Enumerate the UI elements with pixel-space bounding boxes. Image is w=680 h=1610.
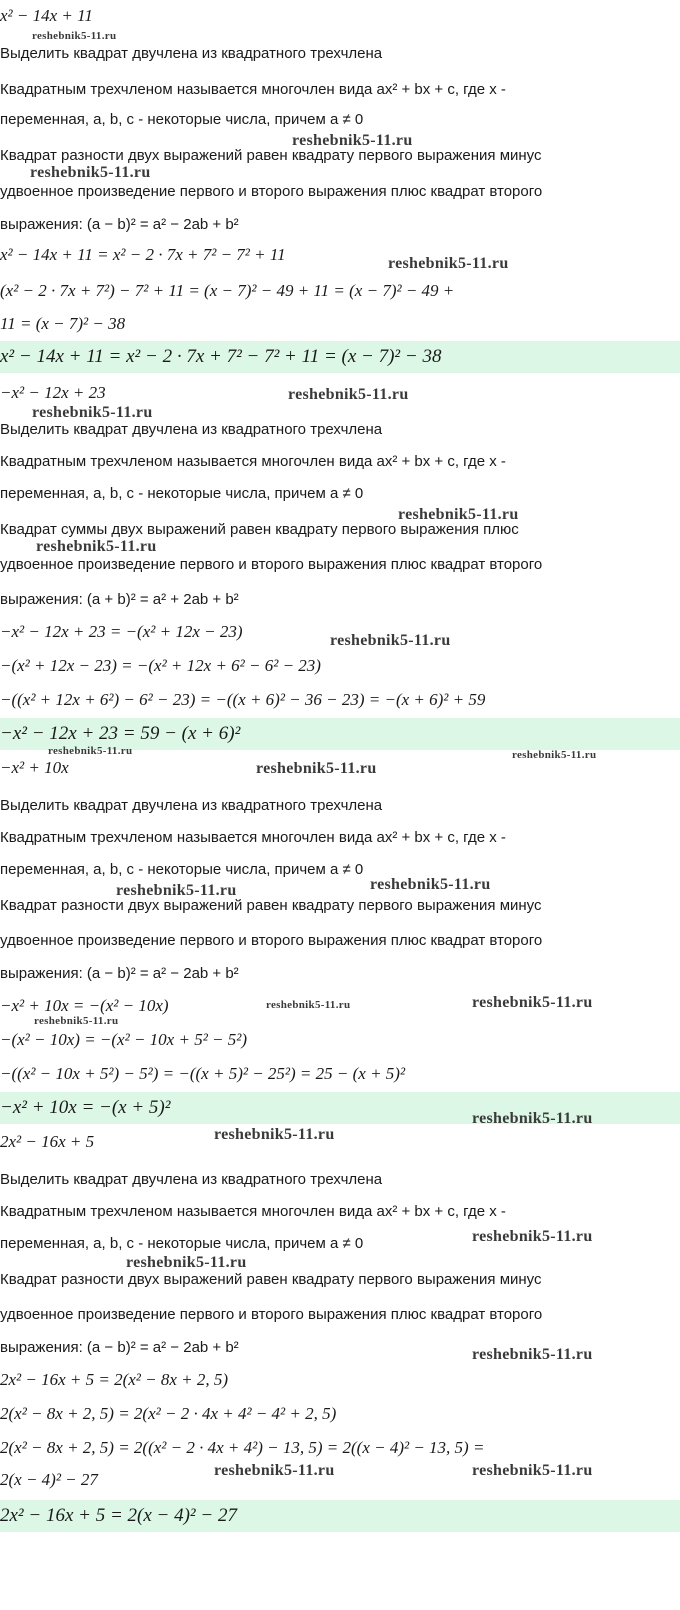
watermark: reshebnik5-11.ru bbox=[30, 164, 151, 181]
watermark: reshebnik5-11.ru bbox=[472, 994, 593, 1011]
watermark: reshebnik5-11.ru bbox=[512, 749, 597, 761]
definition-line: Квадратным трехчленом называется многочлен вида ax² + bx + c, где x - bbox=[0, 453, 506, 470]
definition-line: Квадратным трехчленом называется многочлен вида ax² + bx + c, где x - bbox=[0, 1203, 506, 1220]
watermark: reshebnik5-11.ru bbox=[34, 1015, 119, 1027]
expression-4: 2x² − 16x + 5 bbox=[0, 1132, 95, 1151]
solution-step: 2(x − 4)² − 27 bbox=[0, 1470, 98, 1489]
solution-step: −x² + 10x = −(x² − 10x) bbox=[0, 996, 169, 1015]
watermark: reshebnik5-11.ru bbox=[256, 760, 377, 777]
rule-line: выражения: (a − b)² = a² − 2ab + b² bbox=[0, 216, 239, 233]
solution-step: 2(x² − 8x + 2, 5) = 2(x² − 2 · 4x + 4² − 4² + 2, 5) bbox=[0, 1404, 337, 1423]
rule-line: выражения: (a − b)² = a² − 2ab + b² bbox=[0, 1339, 239, 1356]
solution-step: −(x² + 12x − 23) = −(x² + 12x + 6² − 6² − 23) bbox=[0, 656, 321, 675]
expression-2: −x² − 12x + 23 bbox=[0, 383, 106, 402]
rule-line: выражения: (a + b)² = a² + 2ab + b² bbox=[0, 591, 239, 608]
watermark: reshebnik5-11.ru bbox=[36, 538, 157, 555]
task-text: Выделить квадрат двучлена из квадратного трехчлена bbox=[0, 421, 383, 438]
rule-line: удвоенное произведение первого и второго выражения плюс квадрат второго bbox=[0, 183, 543, 200]
rule-line: удвоенное произведение первого и второго выражения плюс квадрат второго bbox=[0, 932, 543, 949]
solution-step: 2(x² − 8x + 2, 5) = 2((x² − 2 · 4x + 4²) − 13, 5) = 2((x − 4)² − 13, 5) = bbox=[0, 1438, 485, 1457]
answer-4: 2x² − 16x + 5 = 2(x − 4)² − 27 bbox=[0, 1505, 237, 1526]
watermark: reshebnik5-11.ru bbox=[266, 999, 351, 1011]
watermark: reshebnik5-11.ru bbox=[388, 255, 509, 272]
solution-step: −(x² − 10x) = −(x² − 10x + 5² − 5²) bbox=[0, 1030, 248, 1049]
rule-line: Квадрат суммы двух выражений равен квадрату первого выражения плюс bbox=[0, 521, 519, 538]
task-text: Выделить квадрат двучлена из квадратного трехчлена bbox=[0, 45, 383, 62]
answer-1: x² − 14x + 11 = x² − 2 · 7x + 7² − 7² + 11 = (x − 7)² − 38 bbox=[0, 346, 442, 367]
expression-3: −x² + 10x bbox=[0, 758, 69, 777]
solution-step: 2x² − 16x + 5 = 2(x² − 8x + 2, 5) bbox=[0, 1370, 229, 1389]
definition-line: переменная, a, b, c - некоторые числа, причем a ≠ 0 bbox=[0, 111, 364, 128]
solution-step: x² − 14x + 11 = x² − 2 · 7x + 7² − 7² + 11 bbox=[0, 245, 286, 264]
watermark: reshebnik5-11.ru bbox=[288, 386, 409, 403]
expression-1: x² − 14x + 11 bbox=[0, 6, 93, 25]
watermark: reshebnik5-11.ru bbox=[214, 1126, 335, 1143]
rule-line: выражения: (a − b)² = a² − 2ab + b² bbox=[0, 965, 239, 982]
watermark: reshebnik5-11.ru bbox=[472, 1462, 593, 1479]
watermark: reshebnik5-11.ru bbox=[116, 882, 237, 899]
task-text: Выделить квадрат двучлена из квадратного трехчлена bbox=[0, 797, 383, 814]
watermark: reshebnik5-11.ru bbox=[48, 745, 133, 757]
watermark: reshebnik5-11.ru bbox=[370, 876, 491, 893]
definition-line: переменная, a, b, c - некоторые числа, причем a ≠ 0 bbox=[0, 485, 364, 502]
watermark: reshebnik5-11.ru bbox=[292, 132, 413, 149]
watermark: reshebnik5-11.ru bbox=[472, 1228, 593, 1245]
watermark: reshebnik5-11.ru bbox=[32, 404, 153, 421]
watermark: reshebnik5-11.ru bbox=[398, 506, 519, 523]
rule-line: Квадрат разности двух выражений равен квадрату первого выражения минус bbox=[0, 897, 542, 914]
rule-line: удвоенное произведение первого и второго выражения плюс квадрат второго bbox=[0, 1306, 543, 1323]
task-text: Выделить квадрат двучлена из квадратного трехчлена bbox=[0, 1171, 383, 1188]
solution-step: −((x² + 12x + 6²) − 6² − 23) = −((x + 6)² − 36 − 23) = −(x + 6)² + 59 bbox=[0, 690, 486, 709]
rule-line: Квадрат разности двух выражений равен квадрату первого выражения минус bbox=[0, 147, 542, 164]
watermark: reshebnik5-11.ru bbox=[330, 632, 451, 649]
definition-line: Квадратным трехчленом называется многочлен вида ax² + bx + c, где x - bbox=[0, 829, 506, 846]
watermark: reshebnik5-11.ru bbox=[126, 1254, 247, 1271]
rule-line: Квадрат разности двух выражений равен квадрату первого выражения минус bbox=[0, 1271, 542, 1288]
solution-step: 11 = (x − 7)² − 38 bbox=[0, 314, 126, 333]
watermark: reshebnik5-11.ru bbox=[472, 1110, 593, 1127]
watermark: reshebnik5-11.ru bbox=[214, 1462, 335, 1479]
solution-step: −x² − 12x + 23 = −(x² + 12x − 23) bbox=[0, 622, 243, 641]
answer-2: −x² − 12x + 23 = 59 − (x + 6)² bbox=[0, 723, 241, 744]
definition-line: Квадратным трехчленом называется многочлен вида ax² + bx + c, где x - bbox=[0, 81, 506, 98]
solution-step: −((x² − 10x + 5²) − 5²) = −((x + 5)² − 25²) = 25 − (x + 5)² bbox=[0, 1064, 406, 1083]
definition-line: переменная, a, b, c - некоторые числа, причем a ≠ 0 bbox=[0, 1235, 364, 1252]
solution-step: (x² − 2 · 7x + 7²) − 7² + 11 = (x − 7)² − 49 + 11 = (x − 7)² − 49 + bbox=[0, 281, 455, 300]
definition-line: переменная, a, b, c - некоторые числа, причем a ≠ 0 bbox=[0, 861, 364, 878]
rule-line: удвоенное произведение первого и второго выражения плюс квадрат второго bbox=[0, 556, 543, 573]
answer-3: −x² + 10x = −(x + 5)² bbox=[0, 1097, 171, 1118]
watermark: reshebnik5-11.ru bbox=[32, 30, 117, 42]
watermark: reshebnik5-11.ru bbox=[472, 1346, 593, 1363]
